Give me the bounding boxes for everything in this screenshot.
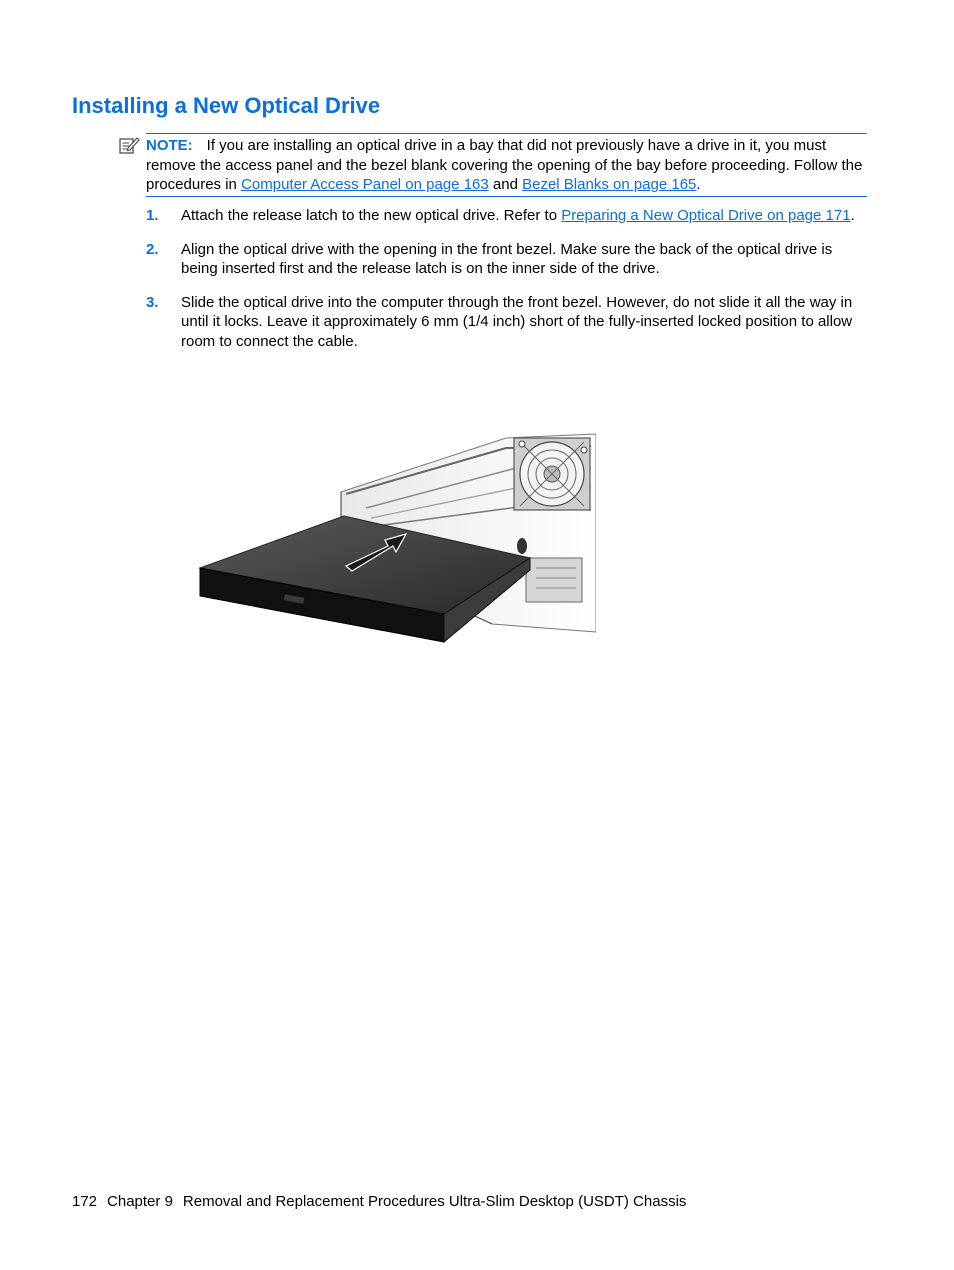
note-text-part: .: [696, 176, 701, 193]
optical-drive-illustration: [196, 428, 596, 646]
footer-chapter: Chapter 9: [107, 1193, 173, 1210]
note-label: NOTE:: [146, 137, 193, 154]
step-number: 1.: [146, 207, 159, 224]
step-number: 2.: [146, 240, 159, 258]
step-text: Slide the optical drive into the computer through the front bezel. However, do not slide it all the way in until it locks. Leave it approximately 6 mm (1/4 inch) short of the fully-inserted locked position to allow room to connect the cable.: [181, 293, 853, 350]
step-text: .: [850, 207, 855, 224]
step-number: 3.: [146, 293, 159, 311]
step-item: [146, 206, 867, 226]
step-item: [146, 293, 867, 352]
computer-access-panel-link[interactable]: Computer Access Panel on page 163: [241, 176, 489, 193]
step-text: Align the optical drive with the opening in the front bezel. Make sure the back of the optical drive is being inserted first and the release latch is on the inner side of the drive.: [181, 240, 833, 277]
page-footer: [72, 1193, 696, 1210]
footer-title: Removal and Replacement Procedures Ultra-Slim Desktop (USDT) Chassis: [182, 1193, 687, 1210]
step-list: [146, 206, 867, 365]
note-pencil-icon: [118, 135, 140, 155]
bezel-blanks-link[interactable]: Bezel Blanks on page 165: [522, 176, 697, 193]
step-item: [146, 240, 867, 279]
note-text-part: If you are installing an optical drive in a bay that did not previously have a drive in it, you must remove the access panel and the bezel blank covering the opening of the bay before proceeding. Follow the procedures in: [146, 137, 863, 193]
note-text: [146, 133, 867, 197]
page-number: 172: [72, 1193, 98, 1210]
note-text-part: and: [488, 176, 523, 193]
preparing-optical-drive-link[interactable]: Preparing a New Optical Drive on page 171: [561, 207, 851, 224]
section-heading: Installing a New Optical Drive: [72, 93, 381, 118]
step-text: Attach the release latch to the new optical drive. Refer to: [181, 207, 562, 224]
fan-icon: [514, 438, 590, 510]
